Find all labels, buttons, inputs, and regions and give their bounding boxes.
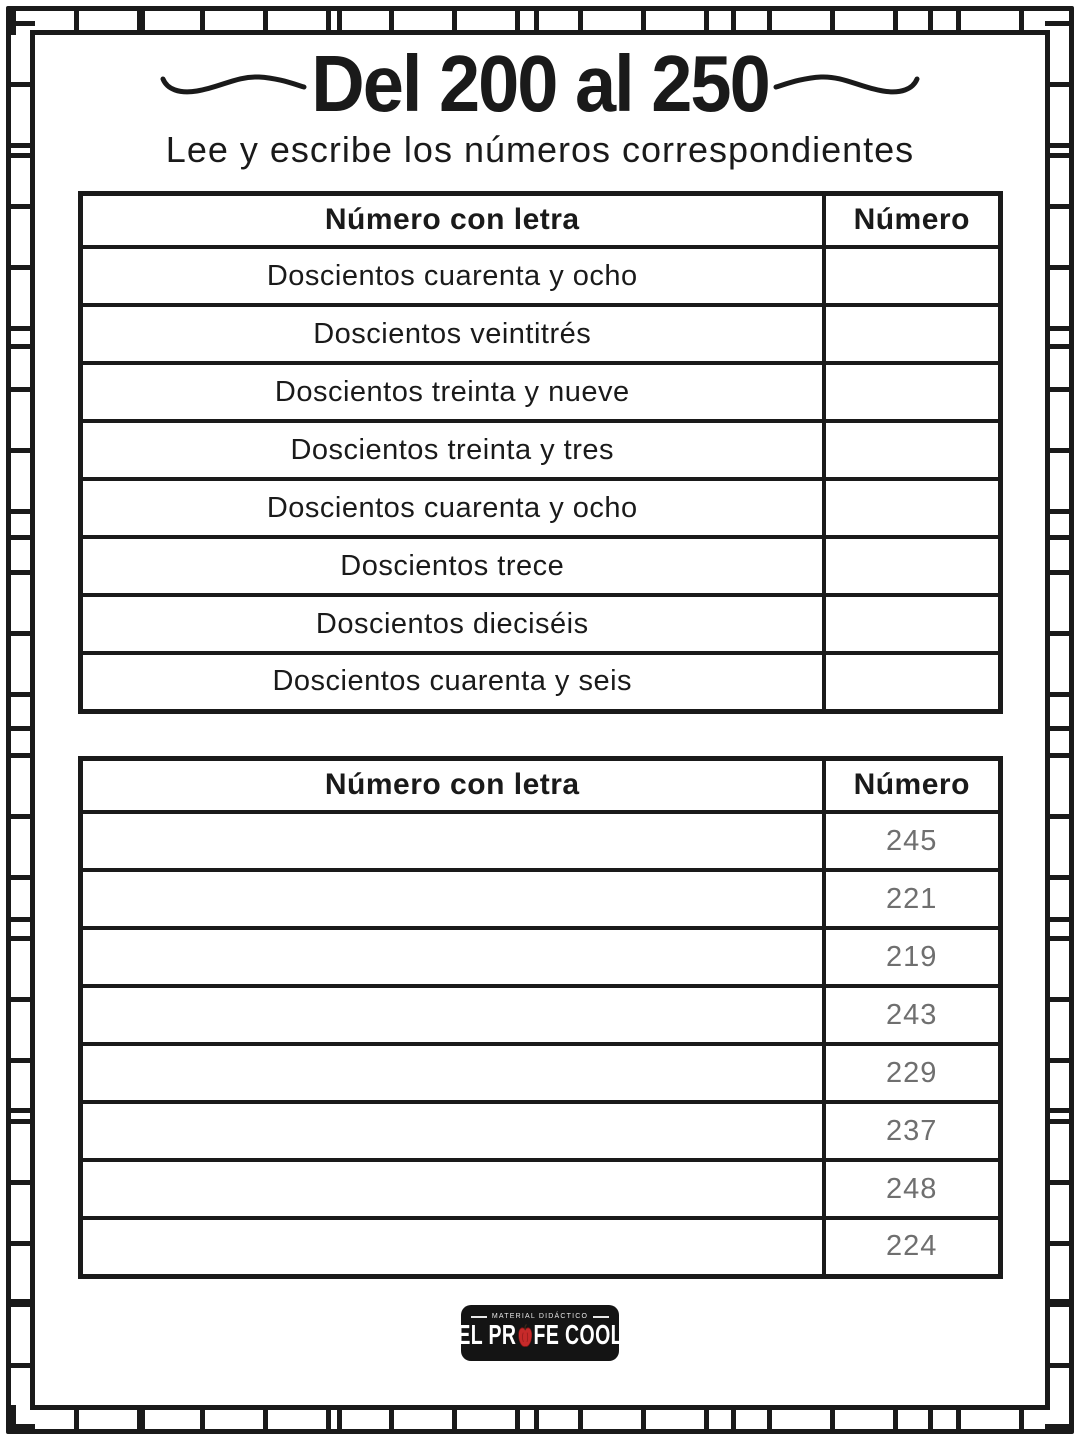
number-cell: 224 (824, 1218, 1000, 1276)
table-row (80, 247, 1000, 305)
table-row (80, 928, 1000, 986)
number-answer-cell (824, 479, 1000, 537)
brand-logo (457, 1305, 623, 1361)
table-row (80, 1044, 1000, 1102)
logo-text-left: EL PR (457, 1319, 517, 1351)
border-tiles-top (11, 11, 1069, 35)
title-row (157, 38, 922, 129)
column-header-words: Número con letra (80, 193, 824, 247)
number-cell: 219 (824, 928, 1000, 986)
logo-tagline: MATERIAL DIDÁCTICO (491, 1313, 589, 1321)
table-row (80, 537, 1000, 595)
number-word-cell: Doscientos cuarenta y ocho (80, 247, 824, 305)
number-cell: 229 (824, 1044, 1000, 1102)
logo-text-right: FE COOL (533, 1319, 623, 1351)
number-answer-cell (824, 363, 1000, 421)
number-answer-cell (824, 247, 1000, 305)
table-row (80, 986, 1000, 1044)
word-answer-cell (80, 1218, 824, 1276)
number-to-words-table (78, 756, 1003, 1279)
table-row (80, 1102, 1000, 1160)
number-answer-cell (824, 653, 1000, 711)
title-swash-left-icon (157, 62, 307, 106)
number-word-cell: Doscientos cuarenta y ocho (80, 479, 824, 537)
column-header-number: Número (824, 758, 1000, 812)
number-cell: 248 (824, 1160, 1000, 1218)
number-answer-cell (824, 421, 1000, 479)
word-answer-cell (80, 1102, 824, 1160)
table-row (80, 305, 1000, 363)
table-row (80, 479, 1000, 537)
number-word-cell: Doscientos cuarenta y seis (80, 653, 824, 711)
number-answer-cell (824, 537, 1000, 595)
table-header-row (80, 758, 1000, 812)
number-word-cell: Doscientos treinta y nueve (80, 363, 824, 421)
border-tiles-bottom (11, 1405, 1069, 1429)
word-answer-cell (80, 986, 824, 1044)
number-answer-cell (824, 305, 1000, 363)
table-row (80, 812, 1000, 870)
number-answer-cell (824, 595, 1000, 653)
word-answer-cell (80, 870, 824, 928)
table-row (80, 421, 1000, 479)
instruction-text: Lee y escribe los números correspondientes (165, 128, 915, 170)
words-to-number-table (78, 191, 1003, 714)
number-word-cell: Doscientos dieciséis (80, 595, 824, 653)
column-header-words: Número con letra (80, 758, 824, 812)
word-answer-cell (80, 1160, 824, 1218)
page-title: Del 200 al 250 (311, 38, 769, 129)
word-answer-cell (80, 1044, 824, 1102)
logo-brand-text (457, 1320, 623, 1352)
number-cell: 221 (824, 870, 1000, 928)
number-cell: 237 (824, 1102, 1000, 1160)
border-tiles-right (1045, 11, 1069, 1429)
word-answer-cell (80, 812, 824, 870)
worksheet-page (35, 35, 1045, 1405)
apple-icon (517, 1324, 533, 1348)
table-row (80, 1218, 1000, 1276)
word-answer-cell (80, 928, 824, 986)
tagline-dash-right (593, 1316, 609, 1318)
table-row (80, 653, 1000, 711)
table-row (80, 595, 1000, 653)
number-word-cell: Doscientos trece (80, 537, 824, 595)
title-swash-right-icon (773, 62, 923, 106)
table-row (80, 1160, 1000, 1218)
number-cell: 245 (824, 812, 1000, 870)
table-row (80, 363, 1000, 421)
column-header-number: Número (824, 193, 1000, 247)
number-word-cell: Doscientos treinta y tres (80, 421, 824, 479)
table-row (80, 870, 1000, 928)
border-tiles-left (11, 11, 35, 1429)
table-header-row (80, 193, 1000, 247)
number-cell: 243 (824, 986, 1000, 1044)
number-word-cell: Doscientos veintitrés (80, 305, 824, 363)
tagline-dash-left (471, 1316, 487, 1318)
